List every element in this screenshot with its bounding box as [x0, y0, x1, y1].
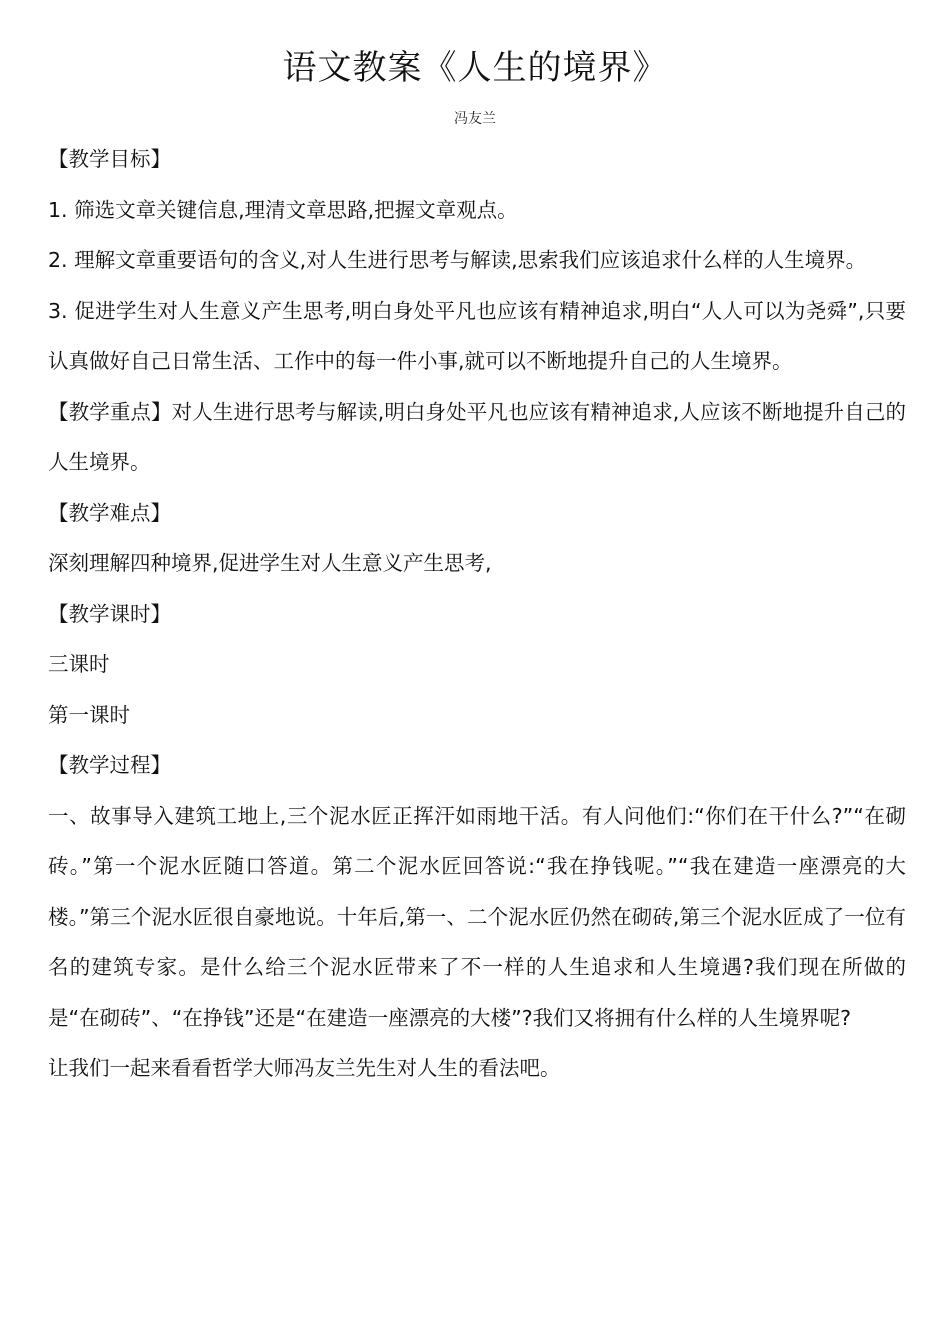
- heading-teaching-goals: 【教学目标】: [48, 147, 171, 171]
- closing-paragraph: 让我们一起来看看哲学大师冯友兰先生对人生的看法吧。: [48, 1056, 561, 1080]
- document-body: [48, 134, 906, 1094]
- author-name: 冯友兰: [454, 111, 496, 127]
- goal-item-3: 3. 促进学生对人生意义产生思考,明白身处平凡也应该有精神追求,明白“人人可以为尧舜”,只要认真做好自己日常生活、工作中的每一件小事,就可以不断地提升自己的人生境界。: [48, 298, 906, 373]
- goal-item-2: 2. 理解文章重要语句的含义,对人生进行思考与解读,思索我们应该追求什么样的人生境界。: [48, 248, 867, 272]
- difficulties-paragraph: 深刻理解四种境界,促进学生对人生意义产生思考,: [48, 551, 492, 575]
- class-hours-value: 三课时: [48, 652, 110, 676]
- key-points-paragraph: 【教学重点】对人生进行思考与解读,明白身处平凡也应该有精神追求,人应该不断地提升自己的人生境界。: [48, 399, 906, 474]
- goal-item-1: 1. 筛选文章关键信息,理清文章思路,把握文章观点。: [48, 197, 518, 222]
- heading-class-hours: 【教学课时】: [48, 601, 171, 626]
- heading-difficulties: 【教学难点】: [48, 500, 171, 525]
- first-lesson-label: 第一课时: [48, 702, 130, 727]
- heading-teaching-process: 【教学过程】: [48, 753, 171, 777]
- story-intro-paragraph: 一、故事导入建筑工地上,三个泥水匠正挥汗如雨地干活。有人问他们:“你们在干什么?”“在砌砖。”第一个泥水匠随口答道。第二个泥水匠回答说:“我在挣钱呢。”“我在建造一座漂亮的大楼。”第三个泥水匠很自豪地说。十年后,第一、二个泥水匠仍然在砌砖,第三个泥水匠成了一位有名的建筑专家。是什么给三个泥水匠带来了不一样的人生追求和人生境遇?我们现在所做的是“在砌砖”、“在挣钱”还是“在建造一座漂亮的大楼”?我们又将拥有什么样的人生境界呢?: [48, 803, 906, 1030]
- document-title: 语文教案《人生的境界》: [282, 48, 668, 88]
